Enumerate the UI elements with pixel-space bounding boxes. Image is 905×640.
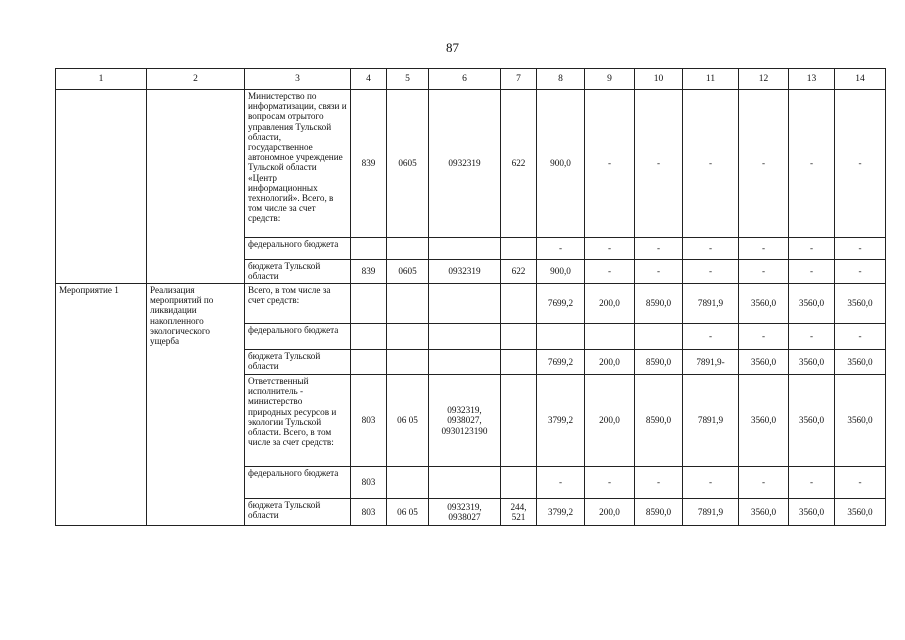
value-cell xyxy=(429,324,501,350)
value-cell: 3560,0 xyxy=(789,375,835,467)
value-cell: 200,0 xyxy=(585,284,635,324)
value-cell: - xyxy=(789,238,835,260)
column-header: 12 xyxy=(739,69,789,90)
column-header: 11 xyxy=(683,69,739,90)
column-header: 10 xyxy=(635,69,683,90)
funding-source-cell: федерального бюджета xyxy=(245,467,351,499)
value-cell: 3560,0 xyxy=(835,284,886,324)
funding-source-cell: Всего, в том числе за счет средств: xyxy=(245,284,351,324)
value-cell: 3799,2 xyxy=(537,375,585,467)
value-cell: - xyxy=(585,467,635,499)
value-cell: 0932319 xyxy=(429,260,501,284)
value-cell: 244, 521 xyxy=(501,499,537,526)
value-cell xyxy=(429,238,501,260)
column-header: 14 xyxy=(835,69,886,90)
funding-source-cell: бюджета Тульской области xyxy=(245,499,351,526)
value-cell: 0605 xyxy=(387,90,429,238)
value-cell: - xyxy=(835,238,886,260)
column-header: 2 xyxy=(147,69,245,90)
funding-source-cell: бюджета Тульской области xyxy=(245,350,351,375)
value-cell: - xyxy=(789,260,835,284)
value-cell xyxy=(635,324,683,350)
value-cell: 7891,9 xyxy=(683,499,739,526)
value-cell: 3560,0 xyxy=(739,499,789,526)
value-cell xyxy=(387,238,429,260)
value-cell: 200,0 xyxy=(585,375,635,467)
activity-name-cell: Мероприятие 1 xyxy=(56,284,147,526)
value-cell: 803 xyxy=(351,499,387,526)
value-cell: 3560,0 xyxy=(789,350,835,375)
value-cell: - xyxy=(683,260,739,284)
value-cell: 06 05 xyxy=(387,499,429,526)
value-cell: - xyxy=(835,324,886,350)
value-cell: 803 xyxy=(351,375,387,467)
value-cell: 3560,0 xyxy=(835,499,886,526)
value-cell: 0605 xyxy=(387,260,429,284)
column-header: 5 xyxy=(387,69,429,90)
value-cell: - xyxy=(789,90,835,238)
value-cell xyxy=(351,350,387,375)
value-cell xyxy=(537,324,585,350)
value-cell: 3560,0 xyxy=(739,375,789,467)
funding-source-cell: федерального бюджета xyxy=(245,324,351,350)
value-cell: - xyxy=(537,467,585,499)
value-cell: - xyxy=(585,90,635,238)
value-cell: 200,0 xyxy=(585,350,635,375)
funding-source-cell: бюджета Тульской области xyxy=(245,260,351,284)
table-row xyxy=(56,284,886,324)
value-cell: 622 xyxy=(501,90,537,238)
value-cell: 622 xyxy=(501,260,537,284)
value-cell: 900,0 xyxy=(537,260,585,284)
value-cell: - xyxy=(739,238,789,260)
value-cell: 8590,0 xyxy=(635,375,683,467)
value-cell: - xyxy=(635,260,683,284)
value-cell: 0932319, 0938027, 0930123190 xyxy=(429,375,501,467)
value-cell: 839 xyxy=(351,260,387,284)
value-cell xyxy=(501,375,537,467)
value-cell: 0932319 xyxy=(429,90,501,238)
value-cell: 06 05 xyxy=(387,375,429,467)
value-cell: 7891,9 xyxy=(683,375,739,467)
value-cell xyxy=(387,350,429,375)
activity-description-cell xyxy=(147,90,245,284)
value-cell: 3560,0 xyxy=(835,375,886,467)
value-cell: - xyxy=(537,238,585,260)
activity-description-cell: Реализация мероприятий по ликвидации накопленного экологического ущерба xyxy=(147,284,245,526)
page-number: 87 xyxy=(446,40,459,55)
value-cell: - xyxy=(739,260,789,284)
value-cell: - xyxy=(683,90,739,238)
value-cell: 3560,0 xyxy=(739,350,789,375)
value-cell: 8590,0 xyxy=(635,499,683,526)
value-cell: - xyxy=(683,467,739,499)
budget-table xyxy=(55,68,886,526)
value-cell: - xyxy=(789,467,835,499)
value-cell: - xyxy=(635,90,683,238)
value-cell: - xyxy=(635,467,683,499)
value-cell: 7699,2 xyxy=(537,350,585,375)
value-cell: - xyxy=(835,260,886,284)
value-cell: 7699,2 xyxy=(537,284,585,324)
column-header: 7 xyxy=(501,69,537,90)
value-cell: - xyxy=(683,238,739,260)
column-header: 3 xyxy=(245,69,351,90)
value-cell: 7891,9- xyxy=(683,350,739,375)
value-cell: 7891,9 xyxy=(683,284,739,324)
column-header: 4 xyxy=(351,69,387,90)
value-cell: 3560,0 xyxy=(789,499,835,526)
column-header: 9 xyxy=(585,69,635,90)
value-cell: 200,0 xyxy=(585,499,635,526)
value-cell: - xyxy=(635,238,683,260)
value-cell xyxy=(501,284,537,324)
value-cell xyxy=(387,324,429,350)
value-cell: - xyxy=(585,238,635,260)
value-cell xyxy=(351,284,387,324)
value-cell: 839 xyxy=(351,90,387,238)
column-header: 13 xyxy=(789,69,835,90)
value-cell xyxy=(351,238,387,260)
column-header: 8 xyxy=(537,69,585,90)
column-header: 6 xyxy=(429,69,501,90)
value-cell: - xyxy=(739,324,789,350)
value-cell xyxy=(501,350,537,375)
value-cell xyxy=(501,467,537,499)
value-cell: - xyxy=(739,90,789,238)
value-cell: - xyxy=(789,324,835,350)
value-cell: 8590,0 xyxy=(635,350,683,375)
value-cell: - xyxy=(585,260,635,284)
value-cell: 8590,0 xyxy=(635,284,683,324)
value-cell xyxy=(387,467,429,499)
value-cell xyxy=(387,284,429,324)
value-cell xyxy=(501,238,537,260)
value-cell xyxy=(429,284,501,324)
value-cell: 900,0 xyxy=(537,90,585,238)
value-cell xyxy=(429,467,501,499)
value-cell: - xyxy=(835,90,886,238)
value-cell xyxy=(585,324,635,350)
value-cell: 3560,0 xyxy=(739,284,789,324)
funding-source-cell: Ответственный исполнитель - министерство природных ресурсов и экологии Тульской области. Всего, в том числе за счет средств: xyxy=(245,375,351,467)
value-cell: 3560,0 xyxy=(835,350,886,375)
value-cell: 3560,0 xyxy=(789,284,835,324)
value-cell: 0932319, 0938027 xyxy=(429,499,501,526)
column-header: 1 xyxy=(56,69,147,90)
value-cell: 803 xyxy=(351,467,387,499)
value-cell: - xyxy=(835,467,886,499)
funding-source-cell: Министерство по информатизации, связи и вопросам отрытого управления Тульской области, государственное автономное учреждение Тульской области «Центр информационных технологий». Всего, в том числе за счет средств: xyxy=(245,90,351,238)
header-row xyxy=(56,69,886,90)
value-cell xyxy=(351,324,387,350)
funding-source-cell: федерального бюджета xyxy=(245,238,351,260)
value-cell xyxy=(429,350,501,375)
table-row xyxy=(56,90,886,238)
value-cell: 3799,2 xyxy=(537,499,585,526)
activity-name-cell xyxy=(56,90,147,284)
value-cell xyxy=(501,324,537,350)
value-cell: - xyxy=(683,324,739,350)
value-cell: - xyxy=(739,467,789,499)
